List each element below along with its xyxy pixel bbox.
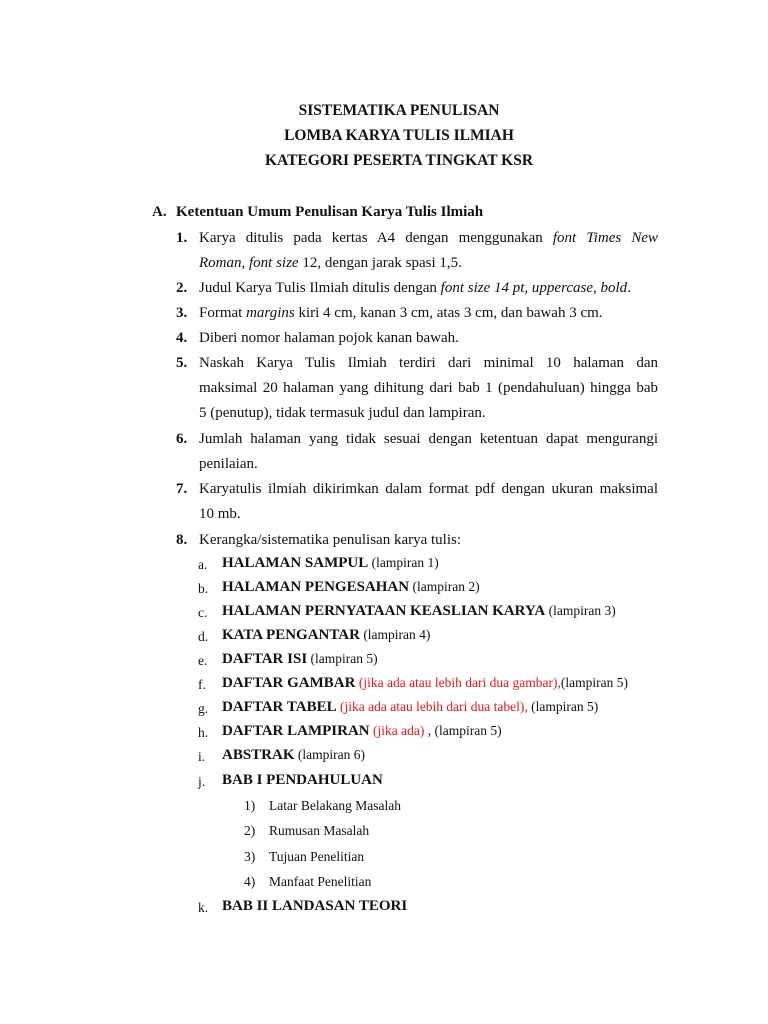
item-line: Format margins kiri 4 cm, kanan 3 cm, atas 3 cm, dan bawah 3 cm. [199,305,603,321]
outline-letter: b. [198,581,209,596]
item-number: 7. [176,481,188,497]
item-line: Jumlah halaman yang tidak sesuai dengan ketentuan dapat mengurangi [199,431,658,447]
item-text [199,528,658,553]
outline-letter: c. [198,605,208,620]
outline-letter: g. [198,701,209,716]
document-title-line-3: KATEGORI PESERTA TINGKAT KSR [264,152,534,169]
item-text [199,326,658,351]
item-number: 8. [176,532,188,548]
item-line: Roman, font size 12, dengan jarak spasi 1,5. [199,255,462,272]
item-number: 3. [176,305,188,321]
outline-letter: e. [198,653,208,668]
item-line: Judul Karya Tulis Ilmiah ditulis dengan font size 14 pt, uppercase, bold. [199,280,631,296]
outline-item: ABSTRAK (lampiran 6) [222,747,366,763]
subitem-number: 4) [244,874,256,889]
outline-item: DAFTAR LAMPIRAN (jika ada) , (lampiran 5) [222,723,502,739]
item-number: 2. [176,280,188,296]
item-line: Naskah Karya Tulis Ilmiah terdiri dari minimal 10 halaman dan [199,355,658,371]
item-line: Karyatulis ilmiah dikirimkan dalam format pdf dengan ukuran maksimal [199,481,658,497]
item-text [199,276,658,301]
outline-letter: f. [198,677,206,692]
section-title: Ketentuan Umum Penulisan Karya Tulis Ilmiah [176,204,484,220]
outline-letter: h. [198,725,209,740]
item-text [199,226,658,276]
subitem-text: Rumusan Masalah [269,823,370,838]
item-line: 5 (penutup), tidak termasuk judul dan lampiran. [199,405,486,422]
outline-item: HALAMAN PERNYATAAN KEASLIAN KARYA (lampiran 3) [222,603,616,619]
item-text [199,301,658,326]
item-number: 5. [176,355,188,371]
outline-item: KATA PENGANTAR (lampiran 4) [222,627,431,643]
subitem-number: 1) [244,798,256,813]
outline-item: BAB I PENDAHULUAN [222,772,383,788]
section-letter: A. [152,204,167,220]
outline-letter: d. [198,629,209,644]
item-line: maksimal 20 halaman yang dihitung dari bab 1 (pendahuluan) hingga bab [199,380,658,397]
document-title-line-2: LOMBA KARYA TULIS ILMIAH [284,127,514,144]
item-number: 4. [176,330,188,346]
outline-letter: j. [198,774,206,789]
outline-item: BAB II LANDASAN TEORI [222,898,408,914]
outline-letter: a. [198,557,208,572]
outline-item: HALAMAN SAMPUL (lampiran 1) [222,555,439,571]
outline-letter: k. [198,900,209,915]
outline-item: DAFTAR TABEL (jika ada atau lebih dari dua tabel), (lampiran 5) [222,699,599,715]
item-text [199,477,658,527]
outline-item: DAFTAR ISI (lampiran 5) [222,651,378,667]
document-title-line-1: SISTEMATIKA PENULISAN [298,102,500,119]
outline-letter: i. [198,749,206,764]
item-text [199,427,658,477]
outline-item: DAFTAR GAMBAR (jika ada atau lebih dari dua gambar),(lampiran 5) [222,675,628,691]
subitem-text: Tujuan Penelitian [269,849,365,864]
subitem-number: 2) [244,823,256,838]
item-line: penilaian. [199,456,258,473]
item-line: Karya ditulis pada kertas A4 dengan menggunakan font Times New [199,230,659,246]
item-text [199,351,658,427]
subitem-text: Manfaat Penelitian [269,874,372,889]
outline-item: HALAMAN PENGESAHAN (lampiran 2) [222,579,480,595]
item-line: Kerangka/sistematika penulisan karya tulis: [199,532,462,548]
subitem-text: Latar Belakang Masalah [269,798,401,813]
item-number: 6. [176,431,188,447]
item-number: 1. [176,230,188,246]
subitem-number: 3) [244,849,256,864]
item-line: 10 mb. [199,506,241,523]
item-line: Diberi nomor halaman pojok kanan bawah. [199,330,459,346]
